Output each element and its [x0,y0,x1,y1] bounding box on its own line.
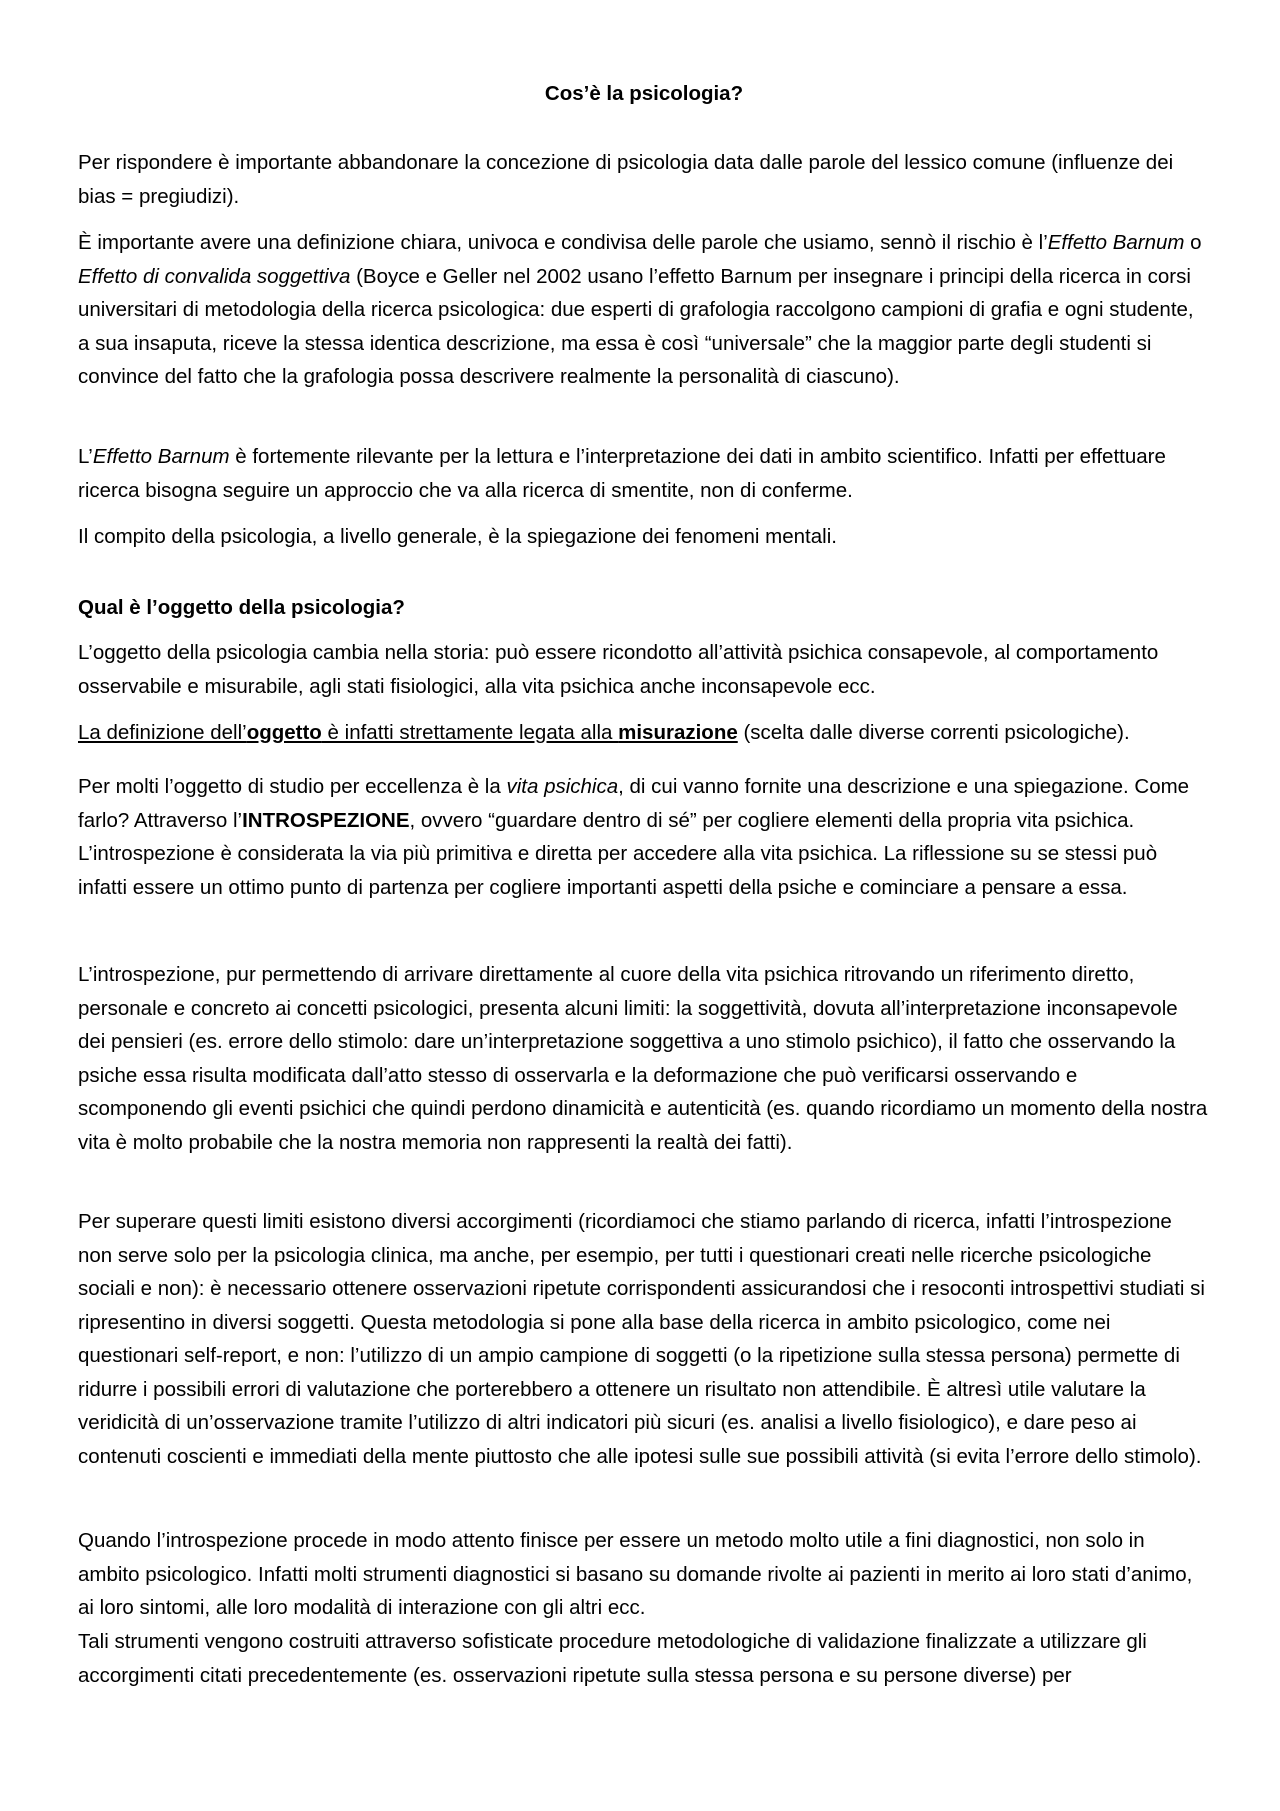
italic-effetto-barnum: Effetto Barnum [1047,231,1185,254]
paragraph-compito: Il compito della psicologia, a livello generale, è la spiegazione dei fenomeni mentali. [78,525,837,548]
underlined-text: è infatti strettamente legata alla [321,721,619,744]
bold-misurazione: misurazione [618,721,738,744]
text-run: (Boyce e Geller nel 2002 usano l’effetto Barnum per insegnare i principi della ricerca in corsi universitari di metodologia della ricerca psicologica: due esperti di grafologia raccolgono campioni di grafia e ogni studente, a sua insaputa, riceve la stessa identica descrizione, ma essa è così “universale” che la maggior parte degli studenti si convince del fatto che la grafologia possa descrivere realmente la personalità di ciascuno). [78,264,1194,388]
text-run: L’ [78,445,93,468]
paragraph-oggetto-misurazione [78,716,1210,750]
paragraph-barnum-relevance [78,440,1210,507]
paragraph-oggetto-storia: L’oggetto della psicologia cambia nella storia: può essere ricondotto all’attività psichica consapevole, al comportamento osservabile e misurabile, agli stati fisiologici, alla vita psichica anche inconsapevole ecc. [78,641,1159,698]
paragraph-intro: Per rispondere è importante abbandonare la concezione di psicologia data dalle parole del lessico comune (influenze dei bias = pregiudizi). [78,151,1174,208]
text-run: o [1184,231,1202,254]
document-title: Cos’è la psicologia? [544,82,744,105]
paragraph-strumenti: Tali strumenti vengono costruiti attraverso sofisticate procedure metodologiche di validazione finalizzate a utilizzare gli accorgimenti citati precedentemente (es. osservazioni ripetute sulla stessa persona e su persone diverse) per [78,1630,1147,1687]
paragraph-barnum-definition [78,226,1210,394]
text-run: , ovvero “guardare dentro di sé” per cogliere elementi della propria vita psichica. L’introspezione è considerata la via più primitiva e diretta per accedere alla vita psichica. La riflessione su se stessi può infatti essere un ottimo punto di partenza per cogliere importanti aspetti della psiche e cominciare a pensare a essa. [78,808,1158,899]
italic-vita-psichica: vita psichica [506,775,619,798]
paragraph-accorgimenti: Per superare questi limiti esistono diversi accorgimenti (ricordiamoci che stiamo parlando di ricerca, infatti l’introspezione non serve solo per la psicologia clinica, ma anche, per esempio, per tutti i questionari creati nelle ricerche psicologiche sociali e non): è necessario ottenere osservazioni ripetute corrispondenti assicurandosi che i resoconti introspettivi studiati si ripresentino in diversi soggetti. Questa metodologia si pone alla base della ricerca in ambito psicologico, come nei questionari self-report, e non: l’utilizzo di un ampio campione di soggetti (o la ripetizione sulla stessa persona) permette di ridurre i possibili errori di valutazione che porterebbero a ottenere un risultato non attendibile. È altresì utile valutare la veridicità di un’osservazione tramite l’utilizzo di altri indicatori più sicuri (es. analisi a livello fisiologico), e dare peso ai contenuti coscienti e immediati della mente piuttosto che alle ipotesi sulle sue possibili attività (si evita l’errore dello stimolo). [78,1210,1205,1468]
text-run: (scelta dalle diverse correnti psicologiche). [737,721,1130,744]
section-heading-oggetto: Qual è l’oggetto della psicologia? [78,596,405,619]
underlined-text: La definizione dell’ [78,721,247,744]
text-run: è fortemente rilevante per la lettura e l’interpretazione dei dati in ambito scientifico. Infatti per effettuare ricerca bisogna seguire un approccio che va alla ricerca di smentite, non di conferme. [78,445,1166,502]
italic-convalida-soggettiva: Effetto di convalida soggettiva [78,264,351,288]
text-run: Per molti l’oggetto di studio per eccellenza è la [78,775,507,798]
bold-introspezione: INTROSPEZIONE [242,808,410,832]
text-run: È importante avere una definizione chiara, univoca e condivisa delle parole che usiamo, sennò il rischio è l’ [78,231,1048,254]
bold-oggetto: oggetto [246,721,322,744]
paragraph-introspezione [78,770,1210,904]
italic-effetto-barnum: Effetto Barnum [92,445,230,468]
text-run: , di cui vanno fornite una descrizione e una spiegazione. Come farlo? Attraverso l’ [78,775,1190,832]
paragraph-diagnostica: Quando l’introspezione procede in modo attento finisce per essere un metodo molto utile a fini diagnostici, non solo in ambito psicologico. Infatti molti strumenti diagnostici si basano su domande rivolte ai pazienti in merito ai loro stati d’animo, ai loro sintomi, alle loro modalità di interazione con gli altri ecc. [78,1529,1193,1619]
paragraph-limiti: L’introspezione, pur permettendo di arrivare direttamente al cuore della vita psichica ritrovando un riferimento diretto, personale e concreto ai concetti psicologici, presenta alcuni limiti: la soggettività, dovuta all’interpretazione inconsapevole dei pensieri (es. errore dello stimolo: dare un’interpretazione soggettiva a uno stimolo psichico), il fatto che osservando la psiche essa risulta modificata dall’atto stesso di osservarla e la deformazione che può verificarsi osservando e scomponendo gli eventi psichici che quindi perdono dinamicità e autenticità (es. quando ricordiamo un momento della nostra vita è molto probabile che la nostra memoria non rappresenti la realtà dei fatti). [78,963,1208,1154]
